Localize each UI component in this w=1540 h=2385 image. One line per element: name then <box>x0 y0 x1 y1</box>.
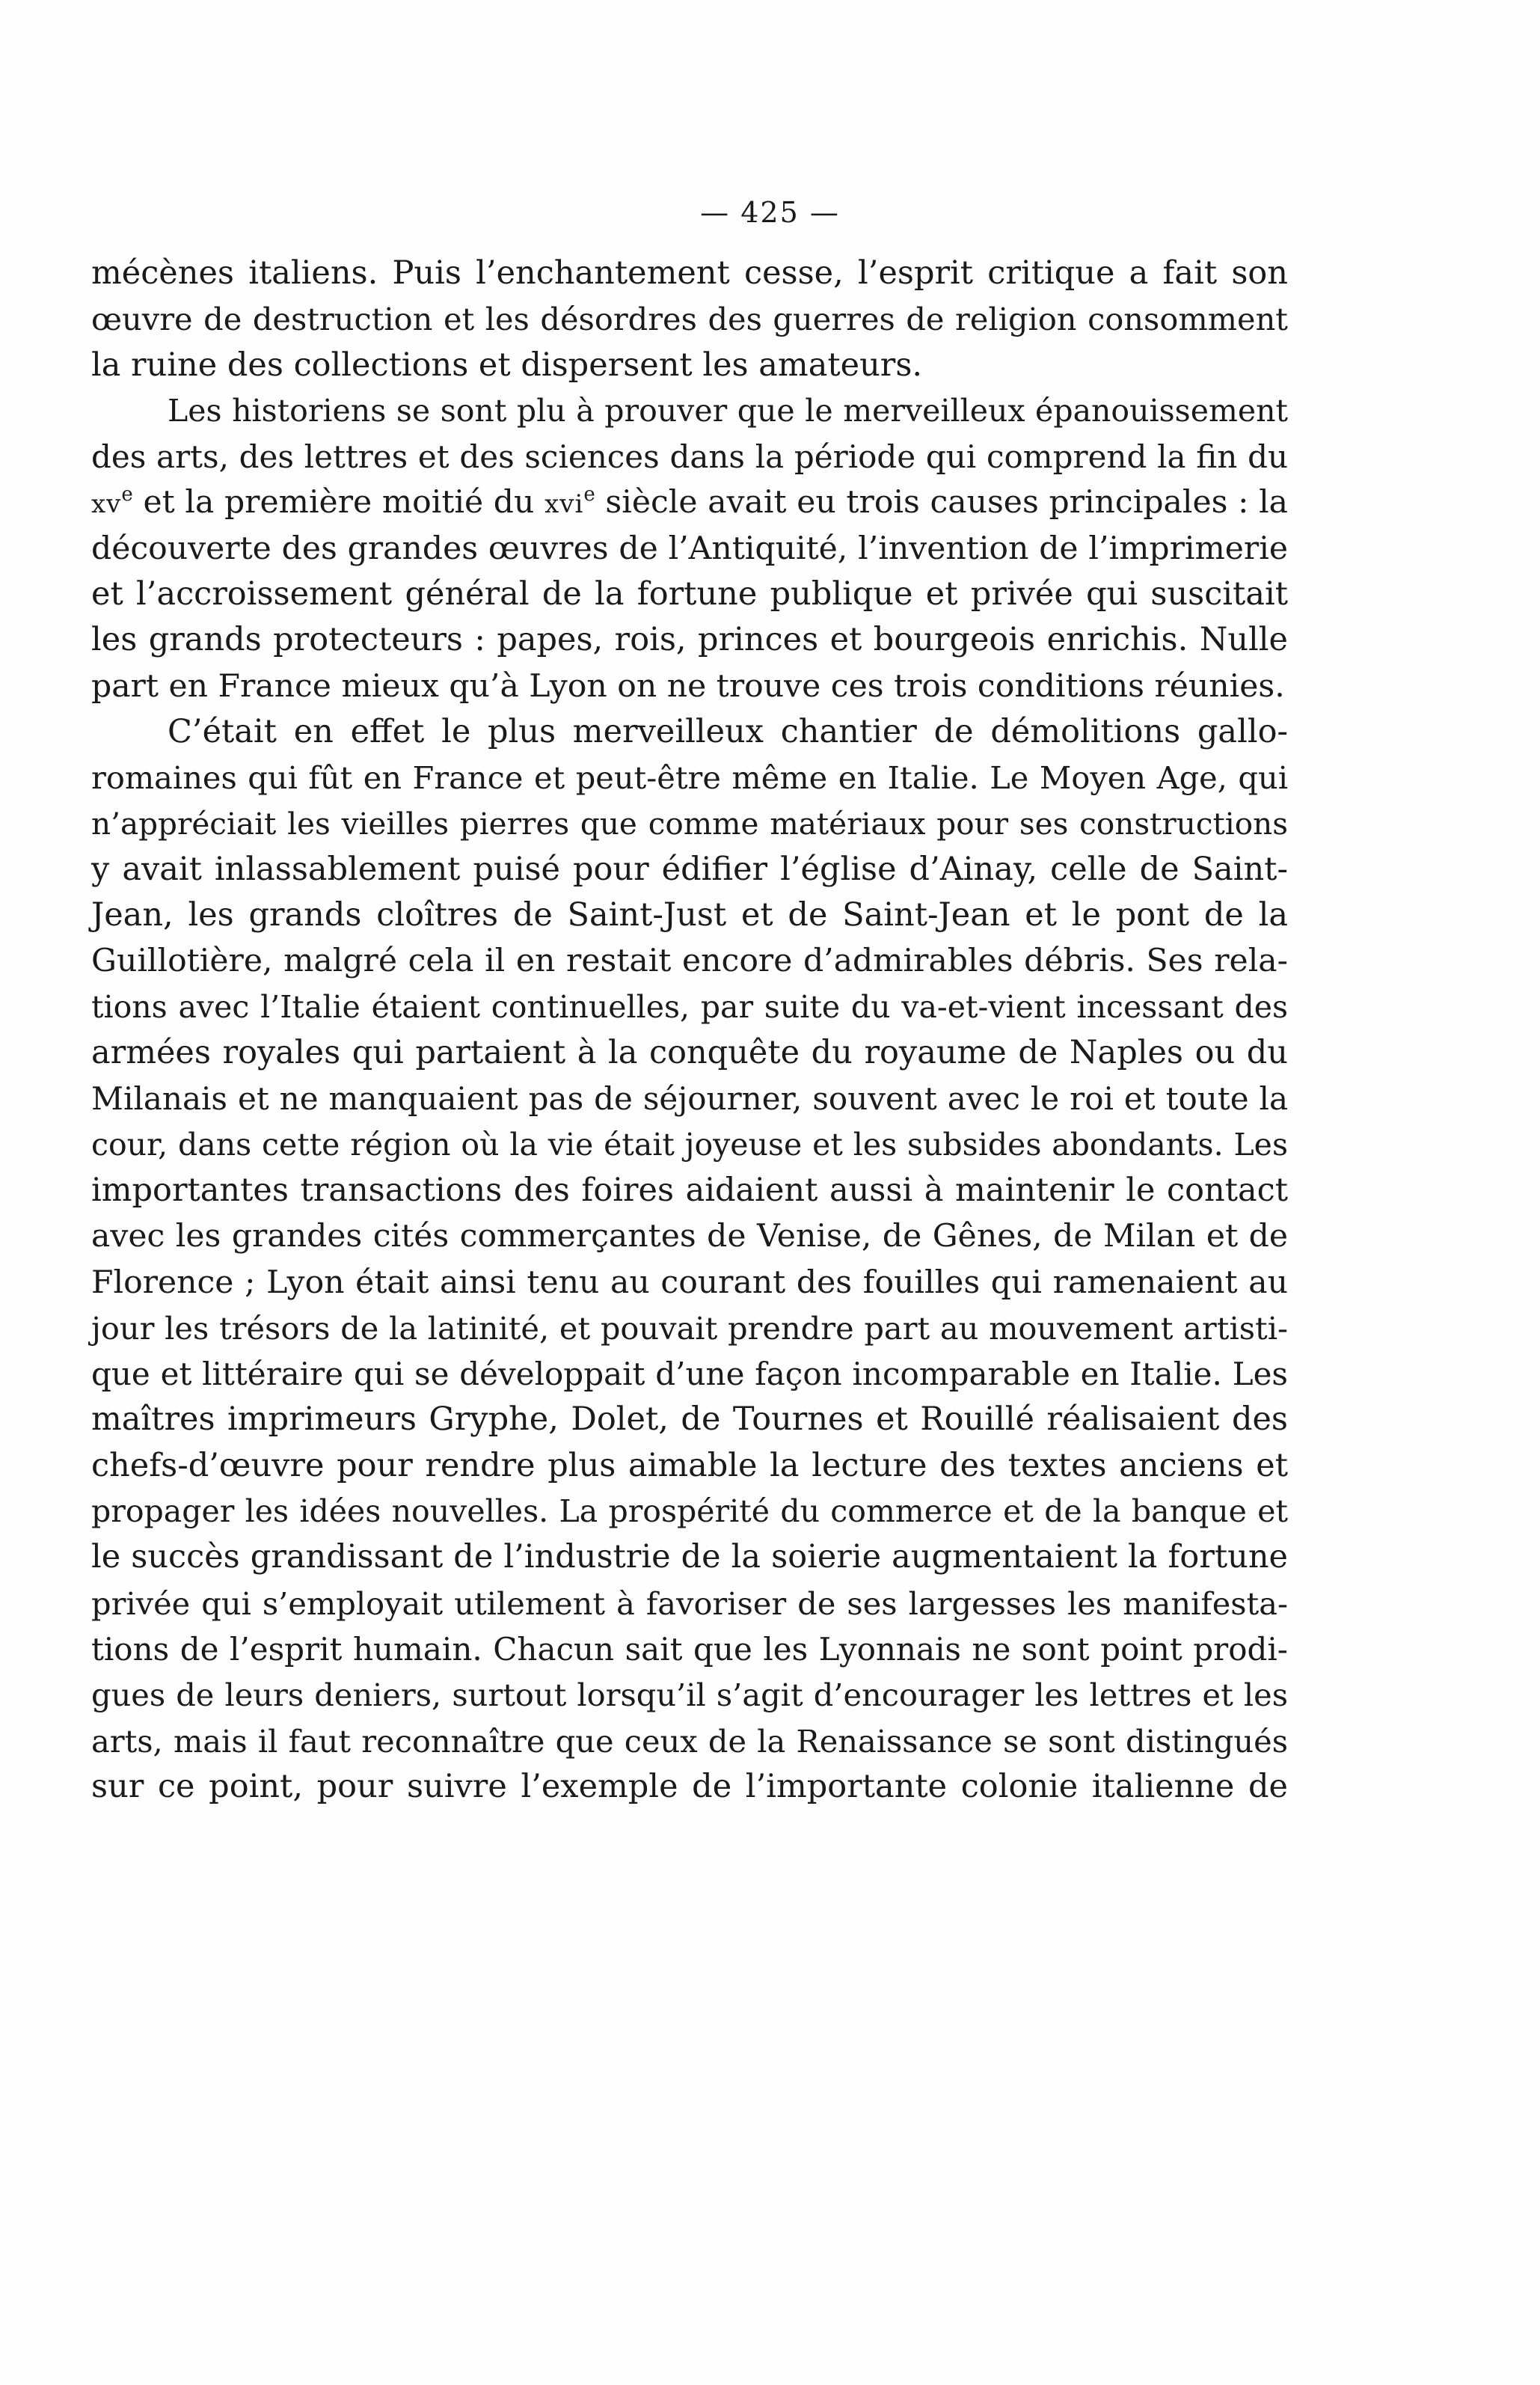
text-line: C’était en effet le plus merveilleux chantier de démolitions gallo- <box>168 712 1288 750</box>
text-line: gues de leurs deniers, surtout lorsqu’il s’agit d’encourager les lettres et les <box>91 1677 1288 1714</box>
text-line: arts, mais il faut reconnaître que ceux de la Renaissance se sont distingués <box>91 1722 1288 1760</box>
text-line: la ruine des collections et dispersent les amateurs. <box>91 346 923 384</box>
text-line: tions avec l’Italie étaient continuelles, par suite du va-et-vient incessant des <box>91 988 1288 1025</box>
text-segment: siècle avait eu trois causes principales : la <box>605 484 1289 521</box>
text-line: mécènes italiens. Puis l’enchantement cesse, l’esprit critique a fait son <box>91 254 1288 292</box>
text-line: chefs-d’œuvre pour rendre plus aimable la lecture des textes anciens et <box>91 1446 1288 1484</box>
text-line: et l’accroissement général de la fortune publique et privée qui suscitait <box>91 575 1288 613</box>
page-number: — 425 — <box>700 196 840 229</box>
century-fifteen-sup: e <box>121 483 133 506</box>
text-line: maîtres imprimeurs Gryphe, Dolet, de Tournes et Rouillé réalisaient des <box>91 1400 1288 1439</box>
text-line: propager les idées nouvelles. La prospérité du commerce et de la banque et <box>91 1493 1288 1530</box>
century-sixteen-sup: e <box>583 483 595 506</box>
text-line: découverte des grandes œuvres de l’Antiquité, l’invention de l’imprimerie <box>91 530 1288 567</box>
text-line: part en France mieux qu’à Lyon on ne trouve ces trois conditions réunies. <box>91 667 1285 705</box>
text-line: Guillotière, malgré cela il en restait encore d’admirables débris. Ses rela- <box>91 943 1288 980</box>
body-text <box>91 251 1288 1810</box>
text-segment: et la première moitié du <box>143 484 535 521</box>
text-line: Milanais et ne manquaient pas de séjourner, souvent avec le roi et toute la <box>91 1080 1288 1118</box>
century-fifteen: xv <box>91 489 122 520</box>
text-line: armées royales qui partaient à la conquête du royaume de Naples ou du <box>91 1034 1288 1072</box>
text-line: œuvre de destruction et les désordres des guerres de religion consomment <box>91 301 1288 338</box>
text-line: que et littéraire qui se développait d’une façon incomparable en Italie. Les <box>91 1356 1288 1393</box>
text-line: le succès grandissant de l’industrie de la soierie augmentaient la fortune <box>91 1538 1288 1576</box>
text-line: avec les grandes cités commerçantes de Venise, de Gênes, de Milan et de <box>91 1218 1288 1255</box>
text-line: jour les trésors de la latinité, et pouvait prendre part au mouvement artisti- <box>91 1309 1288 1347</box>
text-line: des arts, des lettres et des sciences dans la période qui comprend la fin du <box>91 438 1288 476</box>
text-line: Les historiens se sont plu à prouver que le merveilleux épanouissement <box>168 392 1288 429</box>
text-line: romaines qui fût en France et peut-être même en Italie. Le Moyen Age, qui <box>91 759 1288 797</box>
text-line <box>91 480 1288 525</box>
text-line: privée qui s’employait utilement à favoriser de ses largesses les manifesta- <box>91 1585 1288 1622</box>
text-line: les grands protecteurs : papes, rois, princes et bourgeois enrichis. Nulle <box>91 621 1288 659</box>
text-line: Jean, les grands cloîtres de Saint-Just et de Saint-Jean et le pont de la <box>91 896 1288 934</box>
text-line: n’appréciait les vieilles pierres que comme matériaux pour ses constructions <box>91 805 1288 842</box>
text-line: tions de l’esprit humain. Chacun sait que les Lyonnais ne sont point prodi- <box>91 1630 1288 1668</box>
text-line: importantes transactions des foires aidaient aussi à maintenir le contact <box>91 1171 1288 1209</box>
text-line: y avait inlassablement puisé pour édifier l’église d’Ainay, celle de Saint- <box>91 850 1288 888</box>
text-line: cour, dans cette région où la vie était joyeuse et les subsides abondants. Les <box>91 1126 1288 1163</box>
text-line: Florence ; Lyon était ainsi tenu au courant des fouilles qui ramenaient au <box>91 1264 1288 1301</box>
text-line: sur ce point, pour suivre l’exemple de l’importante colonie italienne de <box>91 1767 1288 1805</box>
century-sixteen: xvi <box>544 489 584 520</box>
